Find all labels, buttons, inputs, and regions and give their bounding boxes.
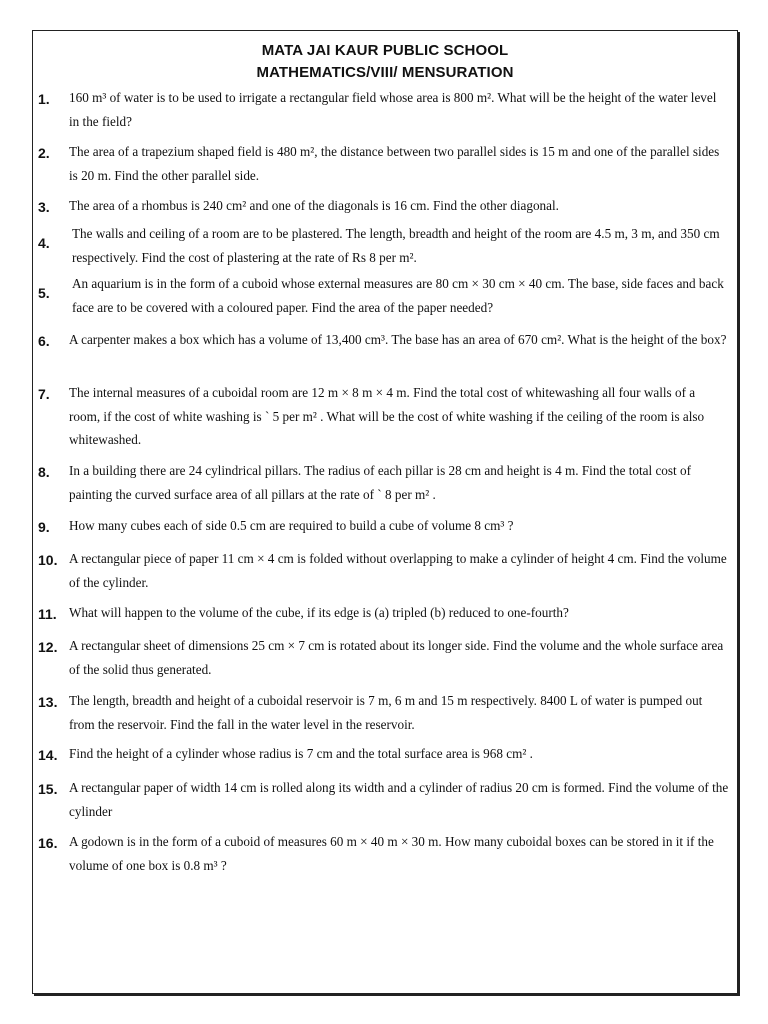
question-text: What will happen to the volume of the cube, if its edge is (a) tripled (b) reduced to one-fourth? xyxy=(69,605,569,620)
question-text: The area of a rhombus is 240 cm² and one of the diagonals is 16 cm. Find the other diagonal. xyxy=(69,198,559,213)
question-number: 9. xyxy=(38,519,50,535)
school-name: MATA JAI KAUR PUBLIC SCHOOL xyxy=(261,42,509,59)
question-text: An aquarium is in the form of a cuboid whose external measures are 80 cm × 30 cm × 40 cm. The base, side faces and back face are to be covered with a coloured paper. Find the area of the paper needed? xyxy=(72,276,724,315)
worksheet-subject: MATHEMATICS/VIII/ MENSURATION xyxy=(256,64,514,81)
question-text: A rectangular paper of width 14 cm is rolled along its width and a cylinder of radius 20 cm is formed. Find the volume of the cylinder xyxy=(69,780,729,819)
question-number: 4. xyxy=(38,235,50,251)
question-number: 3. xyxy=(38,199,50,215)
question-text: A carpenter makes a box which has a volume of 13,400 cm³. The base has an area of 670 cm². What is the height of the box? xyxy=(69,332,727,347)
question-text: 160 m³ of water is to be used to irrigate a rectangular field whose area is 800 m². What will be the height of the water level in the field? xyxy=(69,90,717,129)
question-number: 12. xyxy=(38,639,58,655)
question-number: 5. xyxy=(38,285,50,301)
question-text: A godown is in the form of a cuboid of measures 60 m × 40 m × 30 m. How many cuboidal boxes can be stored in it if the volume of one box is 0.8 m³ ? xyxy=(69,834,714,873)
question-text: The area of a trapezium shaped field is 480 m², the distance between two parallel sides is 15 m and one of the parallel sides is 20 m. Find the other parallel side. xyxy=(69,144,720,183)
question-text: In a building there are 24 cylindrical pillars. The radius of each pillar is 28 cm and height is 4 m. Find the total cost of painting the curved surface area of all pillars at the rate of ` 8 per m² . xyxy=(69,463,691,502)
question-number: 13. xyxy=(38,694,58,710)
question-number: 6. xyxy=(38,333,50,349)
question-text: A rectangular sheet of dimensions 25 cm × 7 cm is rotated about its longer side. Find the volume and the whole surface area of the solid thus generated. xyxy=(69,638,724,677)
question-number: 8. xyxy=(38,464,50,480)
question-number: 10. xyxy=(38,552,58,568)
question-number: 2. xyxy=(38,145,50,161)
question-number: 16. xyxy=(38,835,58,851)
question-number: 15. xyxy=(38,781,58,797)
question-text: The walls and ceiling of a room are to be plastered. The length, breadth and height of the room are 4.5 m, 3 m, and 350 cm respectively. Find the cost of plastering at the rate of Rs 8 per m². xyxy=(72,226,720,265)
question-text: The length, breadth and height of a cuboidal reservoir is 7 m, 6 m and 15 m respectively. 8400 L of water is pumped out from the reservoir. Find the fall in the water level in the reservoir. xyxy=(69,693,703,732)
question-number: 14. xyxy=(38,747,58,763)
question-number: 7. xyxy=(38,386,50,402)
question-text: Find the height of a cylinder whose radius is 7 cm and the total surface area is 968 cm² . xyxy=(69,746,533,761)
question-number: 11. xyxy=(38,606,57,622)
question-number: 1. xyxy=(38,91,50,107)
question-text: A rectangular piece of paper 11 cm × 4 cm is folded without overlapping to make a cylinder of height 4 cm. Find the volume of the cylinder. xyxy=(69,551,727,590)
question-text: How many cubes each of side 0.5 cm are required to build a cube of volume 8 cm³ ? xyxy=(69,518,514,533)
question-text: The internal measures of a cuboidal room are 12 m × 8 m × 4 m. Find the total cost of whitewashing all four walls of a room, if the cost of white washing is ` 5 per m² . What will be the cost of white washing if the ceiling of the room is also whitewashed. xyxy=(69,385,705,447)
